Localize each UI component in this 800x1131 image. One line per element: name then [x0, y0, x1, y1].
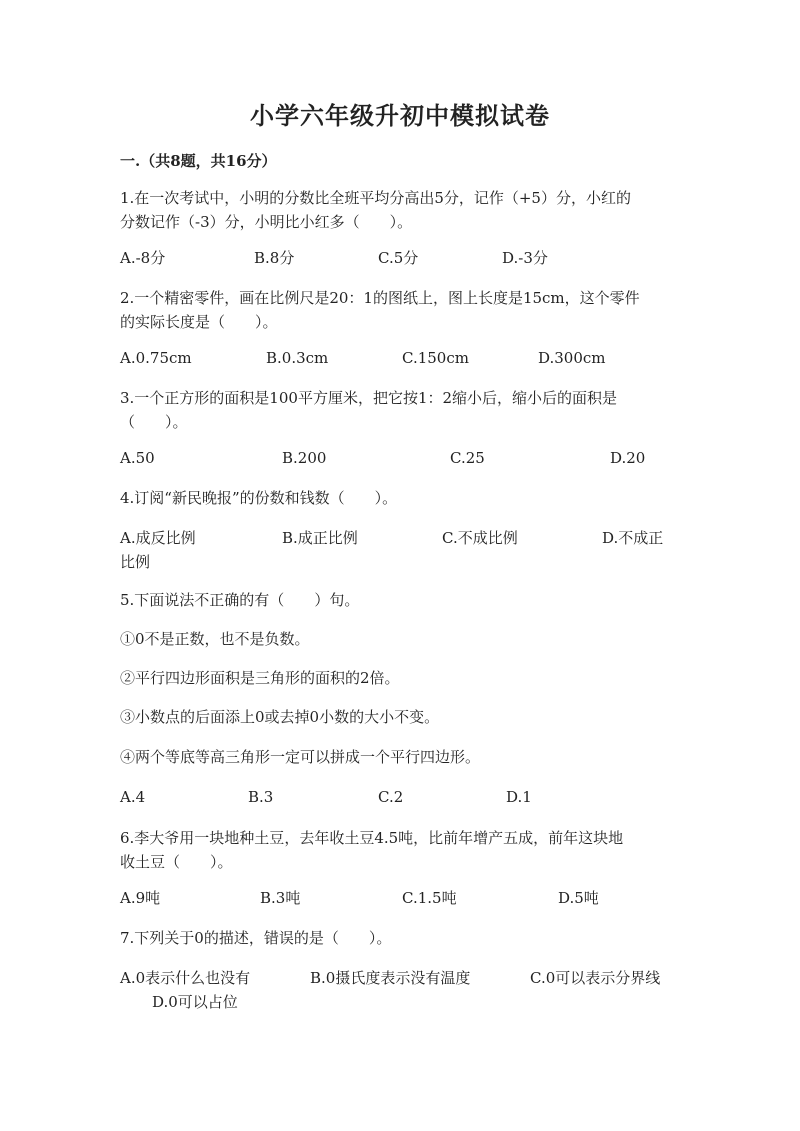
- options-6: [120, 886, 690, 910]
- question-line: 4.订阅“新民晚报”的份数和钱数（ ）。: [120, 489, 398, 507]
- question-line: 3.一个正方形的面积是100平方厘米，把它按1：2缩小后，缩小后的面积是: [120, 389, 618, 407]
- option-d[interactable]: D.20: [610, 449, 646, 467]
- statement-1: ①0不是正数，也不是负数。: [120, 630, 310, 648]
- option-a[interactable]: A.9吨: [120, 889, 161, 907]
- option-c[interactable]: C.2: [378, 788, 404, 806]
- page-title: 小学六年级升初中模拟试卷: [250, 101, 550, 130]
- question-5: 5.下面说法不正确的有（ ）句。: [120, 591, 360, 609]
- option-a[interactable]: A.0.75cm: [120, 349, 192, 367]
- question-7: [120, 926, 680, 950]
- option-b[interactable]: B.成正比例: [282, 529, 358, 547]
- question-4: [120, 486, 680, 510]
- option-d[interactable]: D.-3分: [502, 249, 548, 267]
- option-b[interactable]: B.0.3cm: [266, 349, 329, 367]
- question-line: 6.李大爷用一块地种土豆，去年收土豆4.5吨，比前年增产五成，前年这块地: [120, 829, 624, 847]
- question-line: （ ）。: [120, 413, 188, 431]
- question-1: [120, 186, 680, 234]
- options-2: [120, 346, 690, 370]
- statement-4: ④两个等底等高三角形一定可以拼成一个平行四边形。: [120, 748, 481, 766]
- option-a[interactable]: A.4: [120, 788, 146, 806]
- question-line: 1.在一次考试中，小明的分数比全班平均分高出5分，记作（+5）分，小红的: [120, 189, 631, 207]
- option-b[interactable]: B.200: [282, 449, 327, 467]
- question-line: 分数记作（-3）分，小明比小红多（ ）。: [120, 213, 413, 231]
- option-a[interactable]: A.0表示什么也没有: [120, 969, 251, 987]
- section-heading: 一.（共8题，共16分）: [120, 152, 277, 170]
- option-b[interactable]: B.3: [248, 788, 274, 806]
- options-7: [120, 966, 690, 1014]
- option-d[interactable]: D.300cm: [538, 349, 606, 367]
- option-a[interactable]: A.-8分: [120, 249, 166, 267]
- options-3: [120, 446, 690, 470]
- option-d[interactable]: D.0可以占位: [152, 993, 238, 1011]
- option-c[interactable]: C.5分: [378, 249, 419, 267]
- option-d[interactable]: D.1: [506, 788, 532, 806]
- question-6: [120, 826, 680, 874]
- option-c[interactable]: C.1.5吨: [402, 889, 457, 907]
- options-4: [120, 526, 690, 574]
- option-c[interactable]: C.150cm: [402, 349, 469, 367]
- option-c[interactable]: C.0可以表示分界线: [530, 969, 661, 987]
- question-2: [120, 286, 680, 334]
- options-1: [120, 246, 690, 270]
- statement-2: ②平行四边形面积是三角形的面积的2倍。: [120, 669, 400, 687]
- question-3: [120, 386, 680, 434]
- options-5: [120, 785, 690, 809]
- question-line: 的实际长度是（ ）。: [120, 313, 278, 331]
- question-line: 2.一个精密零件，画在比例尺是20：1的图纸上，图上长度是15cm，这个零件: [120, 289, 640, 307]
- option-d[interactable]: D.5吨: [558, 889, 599, 907]
- statement-3: ③小数点的后面添上0或去掉0小数的大小不变。: [120, 708, 440, 726]
- option-c[interactable]: C.25: [450, 449, 485, 467]
- option-b[interactable]: B.3吨: [260, 889, 301, 907]
- option-d[interactable]: D.不成正: [602, 529, 664, 547]
- question-line: 7.下列关于0的描述，错误的是（ ）。: [120, 929, 392, 947]
- option-d-continued[interactable]: 比例: [120, 553, 151, 571]
- option-b[interactable]: B.8分: [254, 249, 295, 267]
- option-a[interactable]: A.50: [120, 449, 155, 467]
- option-b[interactable]: B.0摄氏度表示没有温度: [310, 969, 471, 987]
- option-c[interactable]: C.不成比例: [442, 529, 518, 547]
- question-line: 收土豆（ ）。: [120, 853, 233, 871]
- option-a[interactable]: A.成反比例: [120, 529, 196, 547]
